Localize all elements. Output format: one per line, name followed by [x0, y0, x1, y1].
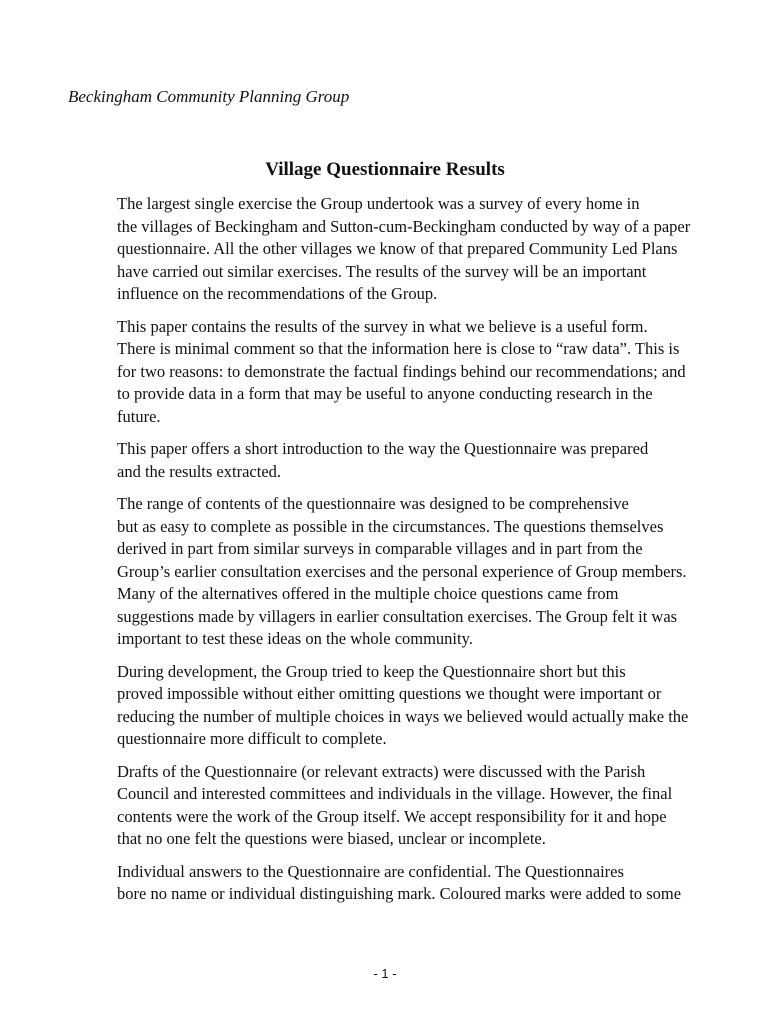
text-line: questionnaire. All the other villages we know of that prepared Community Led Plans	[117, 239, 678, 258]
document-header: Beckingham Community Planning Group	[68, 87, 350, 106]
text-line: and the results extracted.	[117, 461, 282, 481]
text-line: reducing the number of multiple choices in ways we believed would actually make the	[117, 706, 689, 726]
text-line: Drafts of the Questionnaire (or relevant extracts) were discussed with the Parish	[117, 761, 646, 781]
text-line: suggestions made by villagers in earlier consultation exercises. The Group felt it was	[117, 606, 678, 626]
text-line: to provide data in a form that may be useful to anyone conducting research in the	[117, 384, 653, 403]
text-line: This paper offers a short introduction to the way the Questionnaire was prepared	[117, 439, 649, 458]
text-line: Many of the alternatives offered in the multiple choice questions came from	[117, 584, 619, 603]
text-line: influence on the recommendations of the Group.	[117, 284, 438, 303]
text-line: The largest single exercise the Group undertook was a survey of every home in	[117, 194, 640, 213]
text-line: There is minimal comment so that the information here is close to “raw data”. This is	[117, 339, 680, 358]
paragraph-6	[68, 761, 704, 851]
document-title: Village Questionnaire Results	[265, 159, 505, 180]
document-body	[68, 193, 704, 916]
text-line: Group’s earlier consultation exercises and the personal experience of Group members.	[117, 561, 687, 581]
text-line: bore no name or individual distinguishing mark. Coloured marks were added to some	[117, 884, 682, 903]
text-line: This paper contains the results of the survey in what we believe is a useful form.	[117, 316, 648, 336]
text-line: questionnaire more difficult to complete.	[117, 729, 387, 748]
text-line: proved impossible without either omitting questions we thought were important or	[117, 684, 662, 703]
paragraph-1	[68, 193, 704, 306]
text-line: derived in part from similar surveys in comparable villages and in part from the	[117, 539, 643, 558]
text-line: for two reasons: to demonstrate the factual findings behind our recommendations; and	[117, 361, 686, 381]
text-line: Council and interested committees and individuals in the village. However, the final	[117, 784, 673, 803]
paragraph-7	[68, 861, 704, 906]
text-line: the villages of Beckingham and Sutton-cum-Beckingham conducted by way of a paper	[117, 216, 691, 236]
text-line: important to test these ideas on the whole community.	[117, 629, 473, 648]
text-line: have carried out similar exercises. The results of the survey will be an important	[117, 261, 647, 281]
paragraph-4	[68, 493, 704, 651]
text-line: that no one felt the questions were biased, unclear or incomplete.	[117, 829, 546, 848]
text-line: but as easy to complete as possible in the circumstances. The questions themselves	[117, 516, 664, 536]
text-line: future.	[117, 406, 161, 426]
text-line: Individual answers to the Questionnaire are confidential. The Questionnaires	[117, 861, 624, 881]
page-number: - 1 -	[373, 966, 397, 981]
paragraph-5	[68, 661, 704, 751]
text-line: During development, the Group tried to keep the Questionnaire short but this	[117, 661, 626, 681]
paragraph-3	[68, 438, 704, 483]
text-line: The range of contents of the questionnaire was designed to be comprehensive	[117, 494, 629, 513]
text-line: contents were the work of the Group itself. We accept responsibility for it and hope	[117, 806, 667, 826]
paragraph-2	[68, 316, 704, 429]
